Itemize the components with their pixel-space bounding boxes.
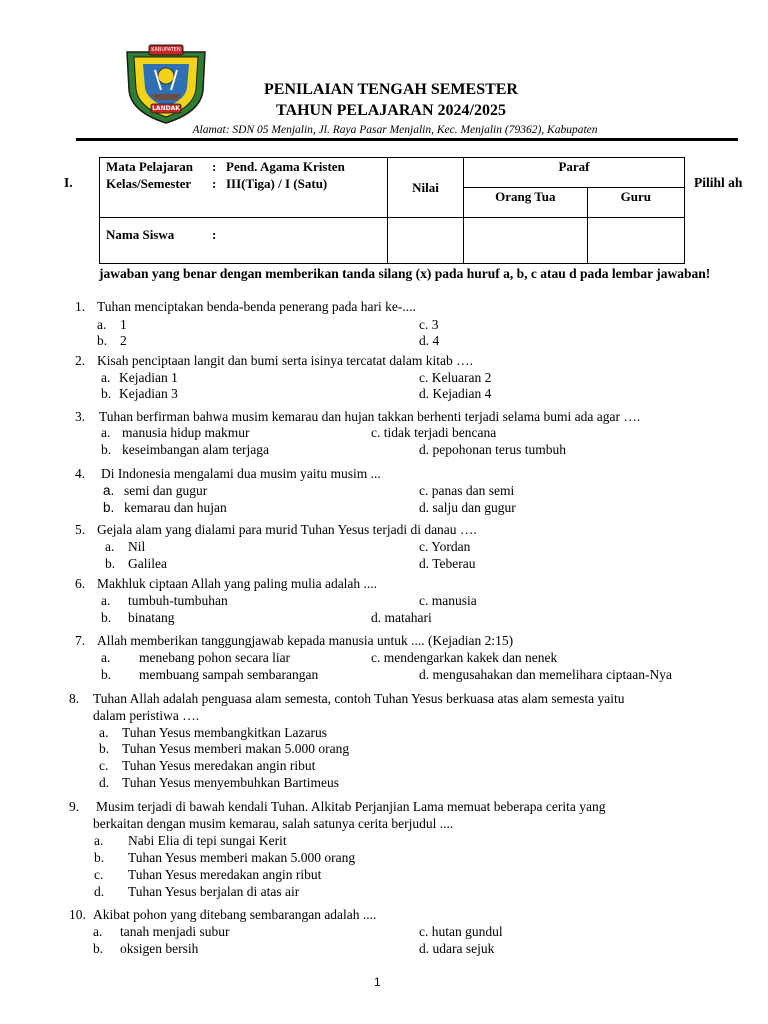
q5-b: Galilea	[128, 556, 167, 571]
q5-b-letter: b.	[105, 556, 116, 571]
q10-b-letter: b.	[93, 941, 104, 956]
paraf-cell	[463, 158, 684, 188]
q9-d: Tuhan Yesus berjalan di atas air	[128, 884, 300, 899]
q5-number: 5.	[75, 522, 86, 537]
q2-b-letter: b.	[101, 386, 112, 401]
q8-b-letter: b.	[99, 741, 110, 756]
q10-a-letter: a.	[93, 924, 103, 939]
subject-colon: :	[212, 159, 217, 174]
q1-c: c. 3	[419, 317, 439, 332]
q3-d: d. pepohonan terus tumbuh	[419, 442, 566, 457]
q1-b-letter: b.	[97, 333, 108, 348]
instruction-text: jawaban yang benar dengan memberikan tanda silang (x) pada huruf a, b, c atau d pada lembar jawaban!	[99, 266, 711, 281]
student-info-table	[99, 157, 685, 264]
q3-a: manusia hidup makmur	[122, 425, 250, 440]
regency-crest-icon	[121, 40, 211, 125]
q10-b: oksigen bersih	[120, 941, 199, 956]
q4-text: Di Indonesia mengalami dua musim yaitu musim ...	[101, 466, 381, 481]
q1-a-letter: a.	[97, 317, 107, 332]
q4-number: 4.	[75, 466, 86, 481]
q3-text: Tuhan berfirman bahwa musim kemarau dan hujan takkan berhenti terjadi selama bumi ada agar ….	[99, 409, 641, 424]
page-number: 1	[374, 975, 381, 989]
exam-year: TAHUN PELAJARAN 2024/2025	[276, 102, 506, 119]
q2-d: d. Kejadian 4	[419, 386, 492, 401]
q10-text: Akibat pohon yang ditebang sembarangan adalah ....	[93, 907, 377, 922]
q8-a-letter: a.	[99, 725, 109, 740]
q10-c: c. hutan gundul	[419, 924, 503, 939]
q8-c-letter: c.	[99, 758, 109, 773]
q3-number: 3.	[75, 409, 86, 424]
nama-label: Nama Siswa	[106, 227, 175, 242]
q4-b: kemarau dan hujan	[124, 500, 227, 515]
class-label: Kelas/Semester	[106, 176, 192, 191]
q2-number: 2.	[75, 353, 86, 368]
q9-b-letter: b.	[94, 850, 105, 865]
nilai-cell	[387, 158, 463, 218]
q8-text: Tuhan Allah adalah penguasa alam semesta, contoh Tuhan Yesus berkuasa atas alam semesta yaitu	[93, 691, 625, 706]
guru-cell	[587, 188, 684, 218]
class-colon: :	[212, 176, 217, 191]
q8-b: Tuhan Yesus memberi makan 5.000 orang	[122, 741, 350, 756]
q4-d: d. salju dan gugur	[419, 500, 516, 515]
q4-c: c. panas dan semi	[419, 483, 515, 498]
q9-c-letter: c.	[94, 867, 104, 882]
q10-d: d. udara sejuk	[419, 941, 495, 956]
q6-d: d. matahari	[371, 610, 432, 625]
q7-b-letter: b.	[101, 667, 112, 682]
q5-a: Nil	[128, 539, 146, 554]
q7-b: membuang sampah sembarangan	[139, 667, 319, 682]
class-row	[106, 175, 381, 192]
subject-value: Pend. Agama Kristen	[226, 159, 345, 174]
q4-a: semi dan gugur	[124, 483, 208, 498]
q8-a: Tuhan Yesus membangkitkan Lazarus	[122, 725, 327, 740]
q1-text: Tuhan menciptakan benda-benda penerang pada hari ke-....	[97, 299, 416, 314]
q7-a-letter: a.	[101, 650, 111, 665]
q4-b-letter: b.	[103, 500, 115, 515]
header-divider	[76, 138, 738, 141]
q5-d: d. Teberau	[419, 556, 476, 571]
exam-title: PENILAIAN TENGAH SEMESTER	[264, 81, 518, 98]
q3-c: c. tidak terjadi bencana	[371, 425, 497, 440]
q1-b: 2	[120, 333, 127, 348]
q8-number: 8.	[69, 691, 80, 706]
guru-label: Guru	[620, 189, 651, 204]
section-number: I.	[64, 175, 73, 190]
q5-text: Gejala alam yang dialami para murid Tuhan Yesus terjadi di danau ….	[97, 522, 477, 537]
logo-text-bottom: LANDAK	[152, 105, 180, 112]
paraf-label: Paraf	[558, 159, 590, 174]
nilai-label: Nilai	[412, 180, 439, 195]
q7-a: menebang pohon secara liar	[139, 650, 291, 665]
q8-c: Tuhan Yesus meredakan angin ribut	[122, 758, 316, 773]
orang-tua-label: Orang Tua	[495, 189, 556, 204]
q7-number: 7.	[75, 633, 86, 648]
logo-text-top: KABUPATEN	[151, 47, 181, 53]
q5-a-letter: a.	[105, 539, 115, 554]
q6-b-letter: b.	[101, 610, 112, 625]
q10-a: tanah menjadi subur	[120, 924, 230, 939]
q2-c: c. Keluaran 2	[419, 370, 492, 385]
q9-a: Nabi Elia di tepi sungai Kerit	[128, 833, 287, 848]
q5-c: c. Yordan	[419, 539, 471, 554]
q1-d: d. 4	[419, 333, 440, 348]
subject-label: Mata Pelajaran	[106, 159, 194, 174]
orang-tua-cell	[463, 188, 587, 218]
nama-colon: :	[212, 227, 217, 242]
q1-a: 1	[120, 317, 127, 332]
q2-b: Kejadian 3	[119, 386, 178, 401]
section-side-text: Pilihl ah	[694, 175, 743, 190]
q6-text: Makhluk ciptaan Allah yang paling mulia adalah ....	[97, 576, 378, 591]
q9-b: Tuhan Yesus memberi makan 5.000 orang	[128, 850, 356, 865]
q6-a-letter: a.	[101, 593, 111, 608]
nilai-value-cell[interactable]	[387, 218, 463, 264]
class-value: III(Tiga) / I (Satu)	[226, 176, 328, 191]
q6-b: binatang	[128, 610, 175, 625]
q9-a-letter: a.	[94, 833, 104, 848]
q7-d: d. mengusahakan dan memelihara ciptaan-Nya	[419, 667, 673, 682]
q2-a: Kejadian 1	[119, 370, 178, 385]
q10-number: 10.	[69, 907, 86, 922]
q8-text2: dalam peristiwa ….	[93, 708, 200, 723]
q7-text: Allah memberikan tanggungjawab kepada manusia untuk .... (Kejadian 2:15)	[97, 633, 514, 648]
q2-a-letter: a.	[101, 370, 111, 385]
q6-number: 6.	[75, 576, 86, 591]
q9-d-letter: d.	[94, 884, 105, 899]
q9-text: Musim terjadi di bawah kendali Tuhan. Alkitab Perjanjian Lama memuat beberapa cerita yang	[96, 799, 606, 814]
school-address: Alamat: SDN 05 Menjalin, Jl. Raya Pasar Menjalin, Kec. Menjalin (79362), Kabupaten	[192, 124, 598, 136]
q8-d: Tuhan Yesus menyembuhkan Bartimeus	[122, 775, 340, 790]
q7-c: c. mendengarkan kakek dan nenek	[371, 650, 558, 665]
q2-text: Kisah penciptaan langit dan bumi serta isinya tercatat dalam kitab ….	[97, 353, 474, 368]
q4-a-letter: a.	[103, 483, 115, 498]
q6-a: tumbuh-tumbuhan	[128, 593, 228, 608]
subject-cell	[100, 158, 388, 218]
orang-tua-sign-cell[interactable]	[463, 218, 587, 264]
q3-b: keseimbangan alam terjaga	[122, 442, 269, 457]
q3-b-letter: b.	[101, 442, 112, 457]
nama-row	[106, 226, 381, 243]
q6-c: c. manusia	[419, 593, 477, 608]
q3-a-letter: a.	[101, 425, 111, 440]
q9-text2: berkaitan dengan musim kemarau, salah satunya cerita berjudul ....	[93, 816, 454, 831]
q8-d-letter: d.	[99, 775, 110, 790]
q9-number: 9.	[69, 799, 80, 814]
q9-c: Tuhan Yesus meredakan angin ribut	[128, 867, 322, 882]
nama-siswa-cell	[100, 218, 388, 264]
guru-sign-cell[interactable]	[587, 218, 684, 264]
q1-number: 1.	[75, 299, 86, 314]
subject-row	[106, 158, 381, 175]
